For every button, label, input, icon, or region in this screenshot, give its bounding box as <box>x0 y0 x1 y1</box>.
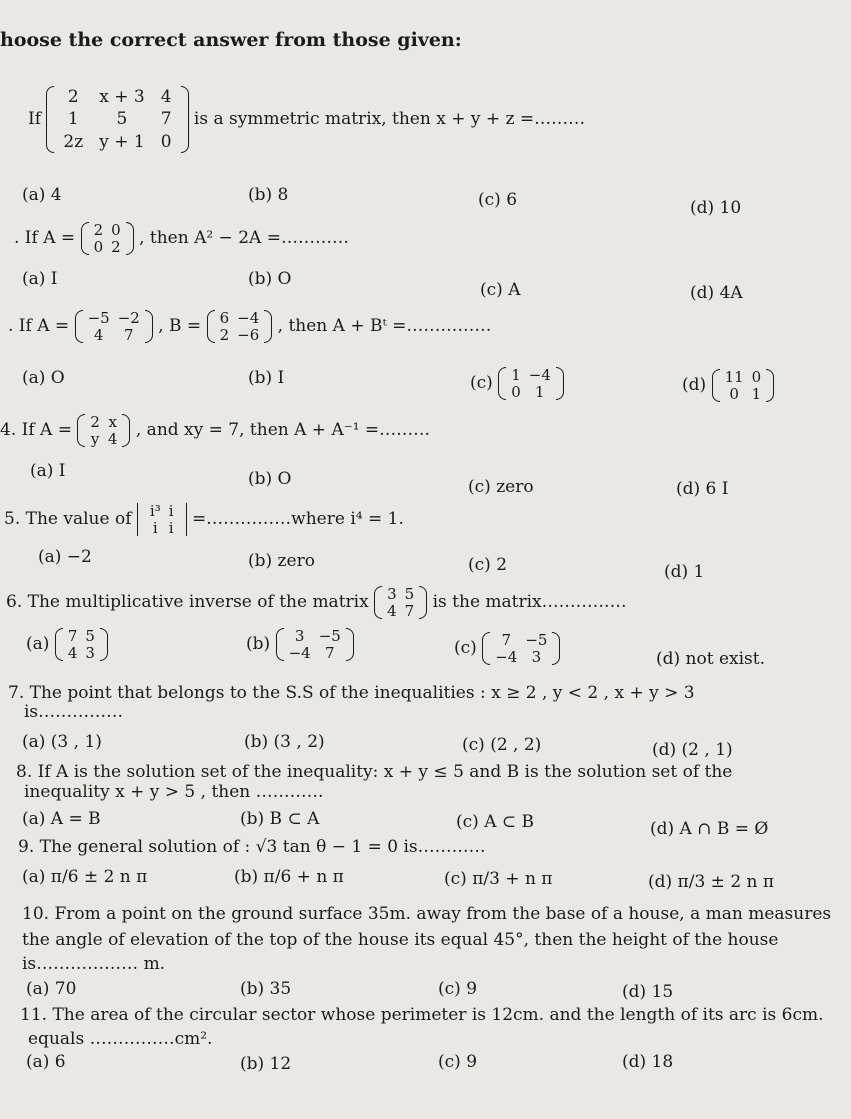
q5-option-b: (b) zero <box>248 551 315 571</box>
q6-c00: 7 <box>501 631 512 649</box>
q3-a11: 7 <box>123 325 134 344</box>
q2-stem: , then A² − 2A =………… <box>139 228 349 248</box>
q3-c10: 0 <box>511 382 521 401</box>
q10-option-c: (c) 9 <box>438 979 478 999</box>
q9-option-d: (d) π/3 ± 2 n π <box>648 872 775 892</box>
question-8-line-2: inequality x + y > 5 , then ………… <box>24 782 324 802</box>
q5-d01: i <box>168 502 174 520</box>
q3-d00: 11 <box>724 368 744 386</box>
q2-m01: 0 <box>111 221 121 239</box>
q4-prefix: 4. If A = <box>0 420 72 440</box>
q6-m10: 4 <box>387 601 397 620</box>
q1-m10: 1 <box>67 109 79 130</box>
q2-matrix <box>81 222 134 255</box>
q3-matrix-a <box>75 310 153 343</box>
q3-option-d <box>682 369 774 402</box>
question-4 <box>0 414 430 447</box>
q6-c10: −4 <box>495 647 518 666</box>
q3-b00: 6 <box>219 309 230 327</box>
q3-b11: −6 <box>237 325 260 344</box>
q9-option-b: (b) π/6 + n π <box>234 867 344 887</box>
q1-matrix <box>46 86 188 153</box>
question-3 <box>8 310 491 343</box>
q6-option-a-matrix <box>55 628 108 661</box>
q4-m00: 2 <box>90 413 100 431</box>
question-8-line-1: 8. If A is the solution set of the inequality: x + y ≤ 5 and B is the solution set of the <box>16 762 733 782</box>
q3-a00: −5 <box>87 309 110 327</box>
q6-option-b-label: (b) <box>246 634 271 654</box>
q1-m12: 7 <box>160 109 172 130</box>
q7-option-a: (a) (3 , 1) <box>22 732 102 752</box>
question-11-line-1: 11. The area of the circular sector whose perimeter is 12cm. and the length of its arc is 6cm. <box>20 1005 824 1025</box>
q3-a01: −2 <box>117 309 140 327</box>
q2-option-c: (c) A <box>480 280 521 300</box>
q1-m11: 5 <box>116 109 128 130</box>
page-title: hoose the correct answer from those given: <box>0 29 462 51</box>
q3-prefix: . If A = <box>8 316 70 336</box>
q3-stem: , then A + Bᵗ =…………… <box>277 316 492 336</box>
q8-option-a: (a) A = B <box>22 809 101 829</box>
q8-option-b: (b) B ⊂ A <box>240 809 320 829</box>
q5-d11: i <box>168 518 174 537</box>
q3-option-c-matrix <box>498 367 564 400</box>
q6-m00: 3 <box>387 585 397 603</box>
question-10-line-2: the angle of elevation of the top of the house its equal 45°, then the height of the house <box>22 930 779 950</box>
q5-option-a: (a) −2 <box>38 547 92 567</box>
q5-option-c: (c) 2 <box>468 555 508 575</box>
q6-a01: 5 <box>85 627 95 645</box>
q11-option-c: (c) 9 <box>438 1052 478 1072</box>
question-11-line-2: equals ……………cm². <box>28 1029 213 1049</box>
q1-m20: 2z <box>63 131 84 152</box>
q3-mid: , B = <box>158 316 202 336</box>
q5-stem: =……………where i⁴ = 1. <box>191 509 404 529</box>
q6-m11: 7 <box>404 601 415 620</box>
q11-option-a: (a) 6 <box>26 1052 66 1072</box>
q2-m00: 2 <box>93 221 104 239</box>
q3-d11: 1 <box>751 384 762 403</box>
q6-m01: 5 <box>404 585 415 603</box>
q1-m02: 4 <box>160 87 172 107</box>
q3-option-d-label: (d) <box>682 375 707 395</box>
q10-option-b: (b) 35 <box>240 979 292 999</box>
q4-m01: x <box>108 413 117 431</box>
q6-prefix: 6. The multiplicative inverse of the matrix <box>6 592 369 612</box>
q7-option-c: (c) (2 , 2) <box>462 735 542 755</box>
q1-m00: 2 <box>67 87 79 107</box>
q3-option-c-label: (c) <box>470 373 493 393</box>
question-10-line-1: 10. From a point on the ground surface 35m. away from the base of a house, a man measures <box>22 904 832 924</box>
q2-prefix: . If A = <box>14 228 76 248</box>
q9-option-a: (a) π/6 ± 2 n π <box>22 867 148 887</box>
q10-option-a: (a) 70 <box>26 979 77 999</box>
question-7-line-2: is…………… <box>24 702 124 722</box>
question-10-line-3: is……………… m. <box>22 954 166 974</box>
q6-option-c-label: (c) <box>454 638 477 658</box>
q6-option-a <box>26 628 108 661</box>
q8-option-d: (d) A ∩ B = Ø <box>650 819 769 839</box>
q3-option-b: (b) I <box>248 368 285 388</box>
question-9: 9. The general solution of : √3 tan θ − 1 = 0 is………… <box>18 837 486 857</box>
q3-d01: 0 <box>751 368 762 386</box>
q2-option-a: (a) I <box>22 269 58 289</box>
q4-matrix <box>77 414 130 447</box>
q6-b11: 7 <box>324 643 335 662</box>
q1-m22: 0 <box>160 131 172 152</box>
q3-option-c <box>470 367 564 400</box>
q3-option-d-matrix <box>712 369 775 402</box>
q1-option-d: (d) 10 <box>690 198 742 218</box>
q3-a10: 4 <box>93 325 104 344</box>
q11-option-d: (d) 18 <box>622 1052 674 1072</box>
q4-m10: y <box>90 429 100 448</box>
q3-b10: 2 <box>219 325 230 344</box>
question-6 <box>6 586 627 619</box>
q7-option-b: (b) (3 , 2) <box>244 732 325 752</box>
q4-stem: , and xy = 7, then A + A⁻¹ =……… <box>135 420 431 440</box>
q7-option-d: (d) (2 , 1) <box>652 740 733 760</box>
q5-d10: i <box>152 518 158 537</box>
q2-option-b: (b) O <box>248 269 292 289</box>
q4-option-b: (b) O <box>248 469 292 489</box>
q9-option-c: (c) π/3 + n π <box>444 869 553 889</box>
q5-prefix: 5. The value of <box>4 509 132 529</box>
q4-option-c: (c) zero <box>468 477 534 497</box>
q8-option-c: (c) A ⊂ B <box>456 812 535 832</box>
q6-b00: 3 <box>294 627 305 645</box>
q6-c01: −5 <box>525 631 548 649</box>
q3-c11: 1 <box>535 382 545 401</box>
q2-m11: 2 <box>111 237 121 256</box>
question-7-line-1: 7. The point that belongs to the S.S of the inequalities : x ≥ 2 , y < 2 , x + y > 3 <box>8 683 695 703</box>
q6-option-b-matrix <box>276 628 354 661</box>
q3-b01: −4 <box>237 309 260 327</box>
q6-a11: 3 <box>85 643 95 662</box>
q6-a10: 4 <box>67 643 78 662</box>
q1-stem: is a symmetric matrix, then x + y + z =……… <box>193 109 586 130</box>
q4-m11: 4 <box>107 429 118 448</box>
q4-option-d: (d) 6 I <box>676 479 729 499</box>
q2-m10: 0 <box>93 237 104 256</box>
q10-option-d: (d) 15 <box>622 982 674 1002</box>
q1-m01: x + 3 <box>99 87 145 107</box>
q3-option-a: (a) O <box>22 368 65 388</box>
q6-option-c <box>454 632 560 665</box>
q3-c01: −4 <box>528 366 551 384</box>
q5-d00: i³ <box>149 502 161 520</box>
q5-determinant <box>137 503 187 536</box>
question-2 <box>14 222 349 255</box>
q3-matrix-b <box>207 310 273 343</box>
q6-b10: −4 <box>288 643 311 662</box>
q6-b01: −5 <box>318 627 341 645</box>
q6-matrix <box>374 586 427 619</box>
q1-option-c: (c) 6 <box>478 190 518 210</box>
q6-option-b <box>246 628 354 661</box>
q1-if: If <box>28 109 42 130</box>
q1-option-a: (a) 4 <box>22 185 62 205</box>
q6-stem: is the matrix…………… <box>432 592 627 612</box>
q1-option-b: (b) 8 <box>248 185 289 205</box>
q6-a00: 7 <box>67 627 78 645</box>
q6-option-d: (d) not exist. <box>656 649 766 669</box>
q3-d10: 0 <box>729 384 739 403</box>
q5-option-d: (d) 1 <box>664 562 705 582</box>
question-1 <box>28 86 585 153</box>
q6-c11: 3 <box>531 647 542 666</box>
q11-option-b: (b) 12 <box>240 1054 292 1074</box>
q6-option-a-label: (a) <box>26 634 50 654</box>
question-5 <box>4 503 404 536</box>
q1-m21: y + 1 <box>99 131 145 152</box>
q3-c00: 1 <box>511 366 521 384</box>
q6-option-c-matrix <box>482 632 560 665</box>
q2-option-d: (d) 4A <box>690 283 743 303</box>
q4-option-a: (a) I <box>30 461 66 481</box>
